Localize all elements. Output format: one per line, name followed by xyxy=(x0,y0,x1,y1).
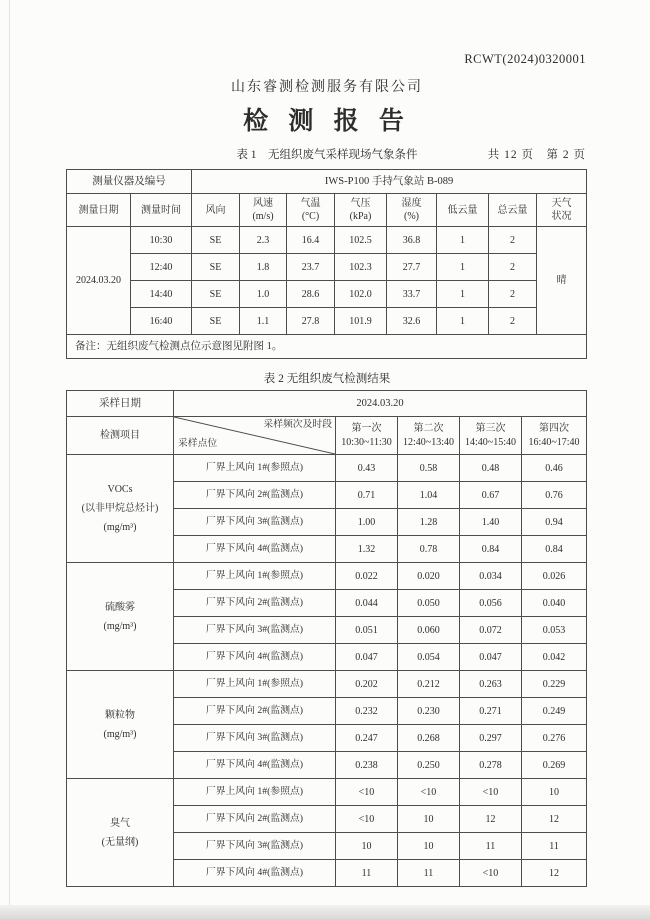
table1-caption: 表 1 无组织废气采样现场气象条件 xyxy=(236,149,418,161)
col-header-humidity: 湿度 (%) xyxy=(387,194,437,227)
page-bottom-shadow xyxy=(0,905,650,919)
diag-label-point: 采样点位 xyxy=(178,438,218,450)
table-row xyxy=(67,335,587,359)
pagination: 共 12 页 第 2 页 xyxy=(487,149,586,161)
table-row: 厂界下风向 2#(监测点) 0.232 0.230 0.271 0.249 xyxy=(67,698,587,725)
table-row: 12:40 SE 1.8 23.7 102.3 27.7 1 2 xyxy=(67,254,587,281)
table-header-row xyxy=(67,194,587,227)
table-row: 2024.03.20 10:30 SE 2.3 16.4 102.5 36.8 1 2 晴 xyxy=(67,227,587,254)
table-row xyxy=(67,391,587,417)
col-header-temp: 气温 (°C) xyxy=(287,194,335,227)
instrument-label: 测量仪器及编号 xyxy=(67,170,192,194)
freq-header-3: 第三次 14:40~15:40 xyxy=(460,417,522,455)
table-row: 厂界下风向 3#(监测点) 1.00 1.28 1.40 0.94 xyxy=(67,509,587,536)
freq-header-4: 第四次 16:40~17:40 xyxy=(522,417,587,455)
table-row: 厂界下风向 4#(监测点) 0.238 0.250 0.278 0.269 xyxy=(67,752,587,779)
measure-date: 2024.03.20 xyxy=(67,227,131,335)
freq-header-2: 第二次 12:40~13:40 xyxy=(398,417,460,455)
table-header-row xyxy=(67,417,587,455)
weather-status: 晴 xyxy=(537,227,587,335)
group-label-odor: 臭气 (无量纲) xyxy=(67,779,174,887)
col-header-low-cloud: 低云量 xyxy=(437,194,489,227)
group-label-particulate: 颗粒物 (mg/m³) xyxy=(67,671,174,779)
table-row: 厂界下风向 4#(监测点) 11 11 <10 12 xyxy=(67,860,587,887)
col-header-weather: 天气 状况 xyxy=(537,194,587,227)
table-row: 厂界下风向 2#(监测点) <10 10 12 12 xyxy=(67,806,587,833)
table-row: 厂界下风向 3#(监测点) 10 10 11 11 xyxy=(67,833,587,860)
diag-label-frequency: 采样频次及时段 xyxy=(263,419,332,430)
table-row: 16:40 SE 1.1 27.8 101.9 32.6 1 2 xyxy=(67,308,587,335)
table-row: 厂界下风向 3#(监测点) 0.051 0.060 0.072 0.053 xyxy=(67,617,587,644)
table-row: 臭气 (无量纲) 厂界上风向 1#(参照点) <10 <10 <10 10 xyxy=(67,779,587,806)
table-row: 颗粒物 (mg/m³) 厂界上风向 1#(参照点) 0.202 0.212 0.263 0.229 xyxy=(67,671,587,698)
table-row: 厂界下风向 4#(监测点) 0.047 0.054 0.047 0.042 xyxy=(67,644,587,671)
table-row: 硫酸雾 (mg/m³) 厂界上风向 1#(参照点) 0.022 0.020 0.034 0.026 xyxy=(67,563,587,590)
group-label-vocs: VOCs (以非甲烷总烃计) (mg/m³) xyxy=(67,455,174,563)
table-row: 厂界下风向 2#(监测点) 0.044 0.050 0.056 0.040 xyxy=(67,590,587,617)
report-number: RCWT(2024)0320001 xyxy=(464,52,586,66)
table-row: 14:40 SE 1.0 28.6 102.0 33.7 1 2 xyxy=(67,281,587,308)
table2-caption: 表 2 无组织废气检测结果 xyxy=(263,373,391,385)
col-header-date: 测量日期 xyxy=(67,194,131,227)
table1-caption-row xyxy=(66,146,588,164)
col-header-time: 测量时间 xyxy=(131,194,192,227)
table1-note: 备注：无组织废气检测点位示意图见附图 1。 xyxy=(67,335,587,359)
freq-header-1: 第一次 10:30~11:30 xyxy=(336,417,398,455)
report-title: 检 测 报 告 xyxy=(243,108,411,135)
col-header-total-cloud: 总云量 xyxy=(489,194,537,227)
table-row: VOCs (以非甲烷总烃计) (mg/m³) 厂界上风向 1#(参照点) 0.43 0.58 0.48 0.46 xyxy=(67,455,587,482)
item-label: 检测项目 xyxy=(67,417,174,455)
table2-results xyxy=(66,390,587,887)
table-row xyxy=(67,170,587,194)
col-header-wind-speed: 风速 (m/s) xyxy=(240,194,287,227)
diagonal-header-cell xyxy=(174,417,336,455)
page-content xyxy=(66,52,588,887)
page-left-edge xyxy=(9,0,10,919)
sampling-date: 2024.03.20 xyxy=(174,391,587,417)
table1-weather-conditions xyxy=(66,169,587,359)
table-row: 厂界下风向 2#(监测点) 0.71 1.04 0.67 0.76 xyxy=(67,482,587,509)
col-header-pressure: 气压 (kPa) xyxy=(335,194,387,227)
col-header-wind-dir: 风向 xyxy=(192,194,240,227)
company-name: 山东睿测检测服务有限公司 xyxy=(231,80,423,95)
group-label-sulfuric-mist: 硫酸雾 (mg/m³) xyxy=(67,563,174,671)
instrument-value: IWS-P100 手持气象站 B-089 xyxy=(192,170,587,194)
table-row: 厂界下风向 4#(监测点) 1.32 0.78 0.84 0.84 xyxy=(67,536,587,563)
sampling-date-label: 采样日期 xyxy=(67,391,174,417)
table-row: 厂界下风向 3#(监测点) 0.247 0.268 0.297 0.276 xyxy=(67,725,587,752)
